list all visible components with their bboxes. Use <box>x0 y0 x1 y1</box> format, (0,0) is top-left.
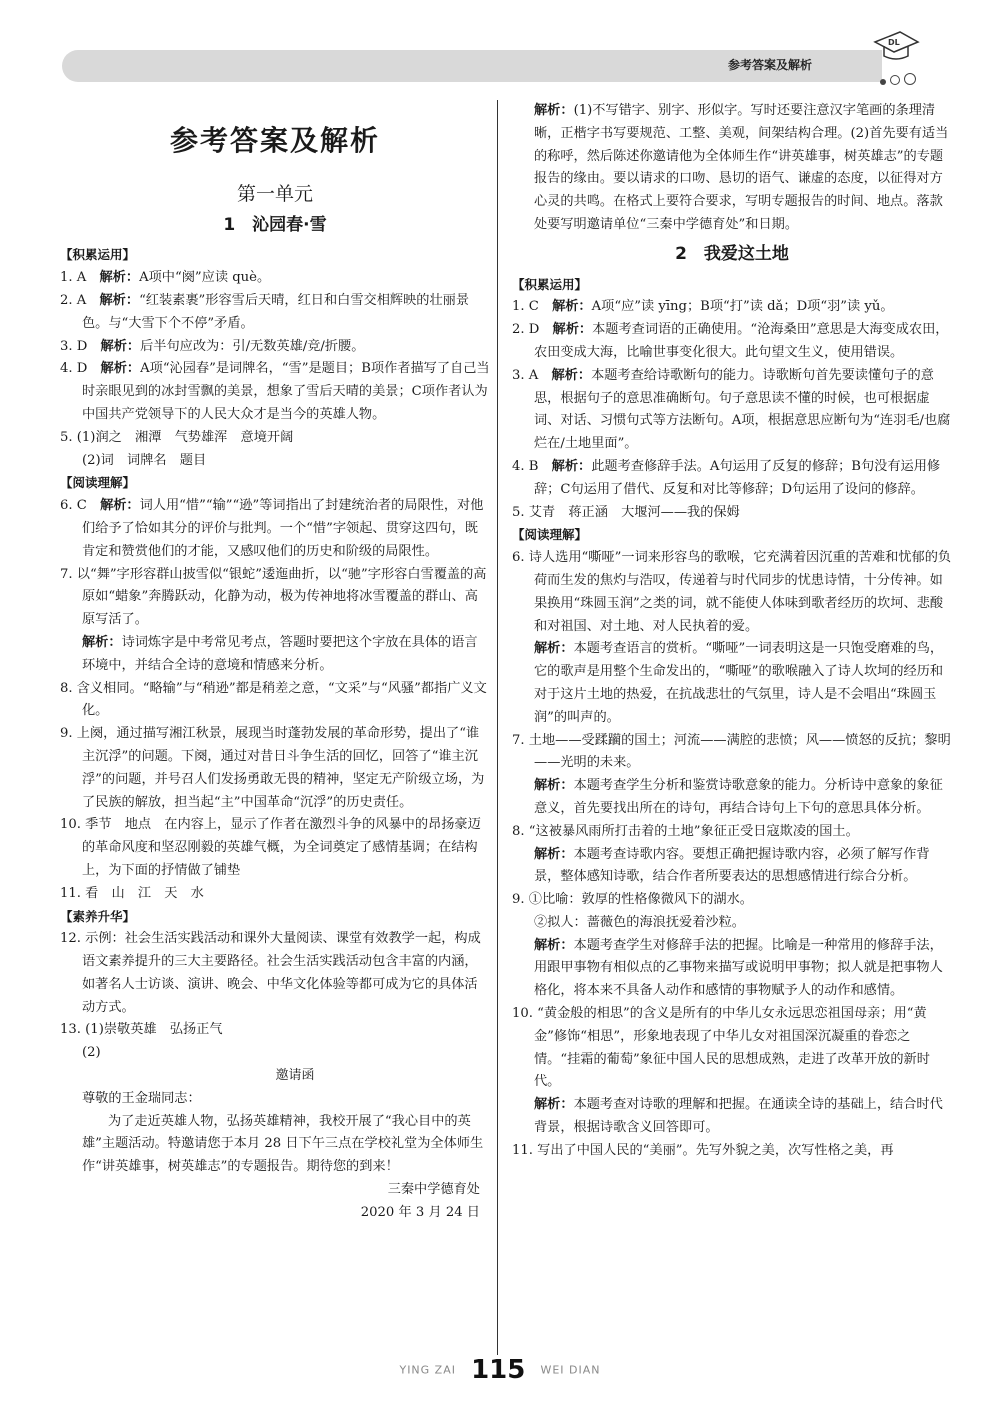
logo-text: DL <box>888 38 900 47</box>
answer-item: 9. ①比喻：敦厚的性格像微风下的湖水。 <box>512 892 753 908</box>
page-number: 115 <box>471 1355 526 1385</box>
answer-item: 7. 土地——受蹂躏的国土；河流——满腔的悲愤；风——愤怒的反抗；黎明——光明的未来。 <box>512 732 951 771</box>
answer-item: 4. B 解析：此题考查修辞手法。A句运用了反复的修辞；B句没有运用修辞；C句运用了借代、反复和对比等修辞；D句运用了设问的修辞。 <box>512 458 941 497</box>
answer-item: 8. “这被暴风雨所打击着的土地”象征正受日寇欺凌的国土。 <box>512 823 859 839</box>
answer-item: 11. 看 山 江 天 水 <box>60 885 204 901</box>
header-title: 参考答案及解析 <box>728 58 813 72</box>
answer-item: 1. C 解析：A项“应”读 yīng；B项“打”读 dǎ；D项“羽”读 yǔ。 <box>512 299 894 315</box>
answer-item: 1. A 解析：A项中“阕”应读 què。 <box>60 270 271 286</box>
answer-item: 5. 艾青 蒋正涵 大堰河——我的保姆 <box>512 504 740 520</box>
answer-item: 10. 季节 地点 在内容上，显示了作者在激烈斗争的风暴中的昂扬豪迈的革命风度和坚忍刚毅的英雄气概，为全词奠定了感情基调；在结构上，为下面的抒情做了铺垫 <box>60 817 481 878</box>
analysis-note: 解析：(1)不写错字、别字、形似字。写时还要注意汉字笔画的条理清晰，正楷字书写要规范、工整、美观，间架结构合理。(2)首先要有适当的称呼，然后陈述你邀请他为全体师生作“讲英雄事，树英雄志”的专题报告的缘由。要以请求的口吻、恳切的语气、谦虚的态度，以征得对方心灵的共鸣。在格式上要符合要求，写明专题报告的时间、地点。落款处要写明邀请单位“三秦中学德育处”和日期。 <box>534 103 949 232</box>
section-heading: 【阅读理解】 <box>512 527 588 543</box>
lesson-title: 1 沁园春·雪 <box>223 214 327 235</box>
letter-signature: 三秦中学德育处 <box>387 1182 480 1198</box>
analysis-note: 解析：本题考查诗歌内容。要想正确把握诗歌内容，必须了解写作背景，整体感知诗歌，结合作者所要表达的思想感情进行综合分析。 <box>534 846 930 885</box>
section-heading: 【积累运用】 <box>512 276 588 292</box>
header-dots <box>880 70 920 89</box>
answer-item: 2. D 解析：本题考查词语的正确使用。“沧海桑田”意思是大海变成农田，农田变成大海，比喻世事变化很大。此句望文生义，使用错误。 <box>512 322 949 360</box>
section-heading: 【阅读理解】 <box>60 475 136 491</box>
answer-sub: (2)词 词牌名 题目 <box>82 452 207 468</box>
letter-date: 2020 年 3 月 24 日 <box>360 1204 480 1220</box>
analysis-note: 解析：本题考查学生分析和鉴赏诗歌意象的能力。分析诗中意象的象征意义，首先要找出所在的诗句，再结合诗句上下句的意思具体分析。 <box>534 778 943 816</box>
lesson-title: 2 我爱这土地 <box>675 243 789 264</box>
analysis-note: 解析：本题考查语言的赏析。“嘶哑”一词表明这是一只饱受磨难的鸟，它的歌声是用整个生命发出的，“嘶哑”的歌喉融入了诗人坎坷的经历和对于这片土地的热爱，在抗战悲壮的气氛里，诗人是不会唱出“珠圆玉润”的叫声的。 <box>534 641 944 725</box>
analysis-note: 解析：本题考查学生对修辞手法的把握。比喻是一种常用的修辞手法，用跟甲事物有相似点的乙事物来描写或说明甲事物；拟人就是把事物人格化，将本来不具备人动作和感情的事物赋予人的动作和感情。 <box>534 937 943 999</box>
letter-body: 为了走近英雄人物，弘扬英雄精神，我校开展了“我心目中的英雄”主题活动。特邀请您于本月 28 日下午三点在学校礼堂为全体师生作“讲英雄事，树英雄志”的专题报告。期待您的到来！ <box>82 1113 484 1175</box>
answer-item: 9. 上阕，通过描写湘江秋景，展现当时蓬勃发展的革命形势，提出了“谁主沉浮”的问题。下阕，通过对昔日斗争生活的回忆，回答了“谁主沉浮”的问题，并号召人们发扬勇敢无畏的精神，坚定无产阶级立场，为了民族的解放，担当起“主”中国革命“沉浮”的历史责任。 <box>60 726 485 810</box>
answer-item: 3. D 解析：后半句应改为：引/无数英雄/竞/折腰。 <box>60 338 365 354</box>
left-column <box>60 100 490 1225</box>
analysis-note: 解析：本题考查对诗歌的理解和把握。在通读全诗的基础上，结合时代背景，根据诗歌含义回答即可。 <box>534 1097 943 1136</box>
answer-sub: (2) <box>82 1045 101 1061</box>
answer-item: 8. 含义相同。“略输”与“稍逊”都是稍差之意，“文采”与“风骚”都指广义文化。 <box>60 680 487 719</box>
answer-item: 12. 示例：社会生活实践活动和课外大量阅读、课堂有效教学一起，构成语文素养提升的三大主要路径。社会生活实践活动包含丰富的内涵，如著名人士访谈、演讲、晚会、中华文化体验等都可成为它的具体活动方式。 <box>60 931 481 1015</box>
right-column <box>512 100 952 1163</box>
footer-left-text: YING ZAI <box>399 1363 456 1377</box>
answer-item: 2. A 解析：“红装素裹”形容雪后天晴，红日和白雪交相辉映的壮丽景色。与“大雪下个不停”矛盾。 <box>60 292 470 331</box>
answer-item: 6. C 解析：词人用“惜”“输”“逊”等词指出了封建统治者的局限性，对他们给予了恰如其分的评价与批判。一个“惜”字领起、贯穿这四句，既肯定和赞赏他们的才能，又感叹他们的历史和阶级的局限性。 <box>60 498 484 559</box>
letter-title: 邀请函 <box>275 1068 315 1084</box>
unit-title: 第一单元 <box>236 182 313 205</box>
page-title: 参考答案及解析 <box>169 124 380 157</box>
analysis-note: 解析：诗词炼字是中考常见考点，答题时要把这个字放在具体的语言环境中，并结合全诗的意境和情感来分析。 <box>82 634 478 673</box>
answer-item: 13. (1)崇敬英雄 弘扬正气 <box>60 1022 223 1038</box>
answer-item: 5. (1)润之 湘潭 气势雄浑 意境开阔 <box>60 429 294 445</box>
answer-item: 6. 诗人选用“嘶哑”一词来形容鸟的歌喉，它充满着因沉重的苦难和忧郁的负荷而生发的焦灼与浩叹，传递着与时代同步的忧患诗情，十分传神。如果换用“珠圆玉润”之类的词，就不能使人体味到歌者经历的坎坷、悲酸和对祖国、对土地、对人民执着的爱。 <box>512 550 952 634</box>
letter-salutation: 尊敬的王金瑞同志： <box>82 1090 201 1106</box>
section-heading: 【积累运用】 <box>60 247 136 263</box>
column-divider <box>497 100 498 1355</box>
answer-item: 4. D 解析：A项“沁园春”是词牌名，“雪”是题目；B项作者描写了自己当时亲眼见到的冰封雪飘的美景，想象了雪后天晴的美景；C项作者认为中国共产党领导下的人民大众才是当今的英雄人物。 <box>60 361 490 422</box>
answer-sub: ②拟人：蔷薇色的海浪抚爱着沙粒。 <box>534 914 745 930</box>
answer-item: 11. 写出了中国人民的“美丽”。先写外貌之美，次写性格之美，再 <box>512 1142 894 1158</box>
section-heading: 【素养升华】 <box>60 908 136 924</box>
page-footer <box>0 1355 1000 1385</box>
answer-item: 3. A 解析：本题考查给诗歌断句的能力。诗歌断句首先要读懂句子的意思，根据句子的意思准确断句。句子意思读不懂的时候，也可根据虚词、对话、习惯句式等方法断句。A项，根据意思应断句为“连羽毛/也腐烂在/土地里面”。 <box>512 367 951 452</box>
graduation-cap-icon <box>870 28 920 68</box>
footer-right-text: WEI DIAN <box>540 1363 601 1377</box>
answer-item: 10. “黄金般的相思”的含义是所有的中华儿女永远思恋祖国母亲；用“黄金”修饰“相思”，形象地表现了中华儿女对祖国深沉凝重的眷恋之情。“挂霜的葡萄”象征中国人民的思想成熟，走进了改革开放的新时代。 <box>512 1006 930 1090</box>
answer-item: 7. 以“舞”字形容群山披雪似“银蛇”逶迤曲折，以“驰”字形容白雪覆盖的高原如“蜡象”奔腾跃动，化静为动，极为传神地将冰雪覆盖的群山、高原写活了。 <box>60 566 487 628</box>
